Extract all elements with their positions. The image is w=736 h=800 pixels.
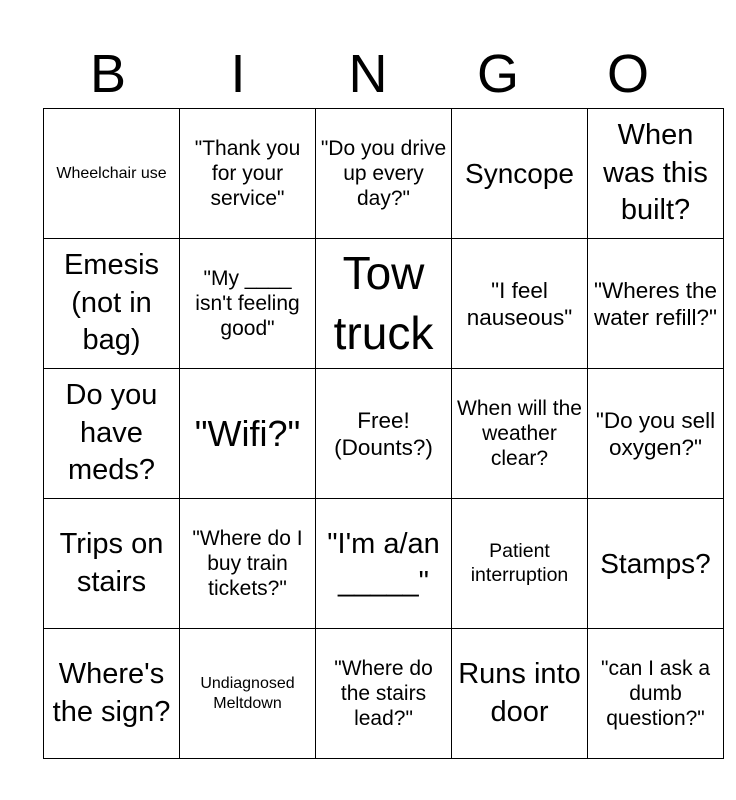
header-letter-b: B [89,44,127,104]
bingo-cell[interactable]: Patient interruption [452,499,588,629]
bingo-cell[interactable]: When was this built? [588,109,724,239]
bingo-cell[interactable]: "Wifi?" [180,369,316,499]
bingo-cell[interactable]: Wheelchair use [44,109,180,239]
bingo-cell[interactable]: "can I ask a dumb question?" [588,629,724,759]
bingo-cell[interactable]: Stamps? [588,499,724,629]
bingo-cell[interactable]: "Do you drive up every day?" [316,109,452,239]
bingo-cell[interactable]: Syncope [452,109,588,239]
bingo-cell[interactable]: Trips on stairs [44,499,180,629]
header-letter-i: I [230,44,246,104]
bingo-cell[interactable]: "I feel nauseous" [452,239,588,369]
bingo-cell[interactable]: Emesis (not in bag) [44,239,180,369]
bingo-cell[interactable]: Do you have meds? [44,369,180,499]
bingo-cell[interactable]: Tow truck [316,239,452,369]
board-row [44,629,724,759]
bingo-cell[interactable]: "Wheres the water refill?" [588,239,724,369]
bingo-cell[interactable]: "My ____ isn't feeling good" [180,239,316,369]
board-row [44,499,724,629]
bingo-cell[interactable]: Where's the sign? [44,629,180,759]
board-row [44,109,724,239]
bingo-cell[interactable]: "I'm a/an _____" [316,499,452,629]
bingo-board [43,108,724,759]
board-row [44,239,724,369]
board-row [44,369,724,499]
header-letter-g: G [476,44,519,104]
header-letter-n: N [348,44,388,104]
bingo-cell[interactable]: Free! (Dounts?) [316,369,452,499]
bingo-cell[interactable]: "Where do I buy train tickets?" [180,499,316,629]
header-letter-o: O [606,44,649,104]
bingo-cell[interactable]: "Thank you for your service" [180,109,316,239]
bingo-header [43,40,693,108]
bingo-cell[interactable]: Undiagnosed Meltdown [180,629,316,759]
bingo-cell[interactable]: When will the weather clear? [452,369,588,499]
bingo-cell[interactable]: "Do you sell oxygen?" [588,369,724,499]
bingo-cell[interactable]: Runs into door [452,629,588,759]
bingo-cell[interactable]: "Where do the stairs lead?" [316,629,452,759]
